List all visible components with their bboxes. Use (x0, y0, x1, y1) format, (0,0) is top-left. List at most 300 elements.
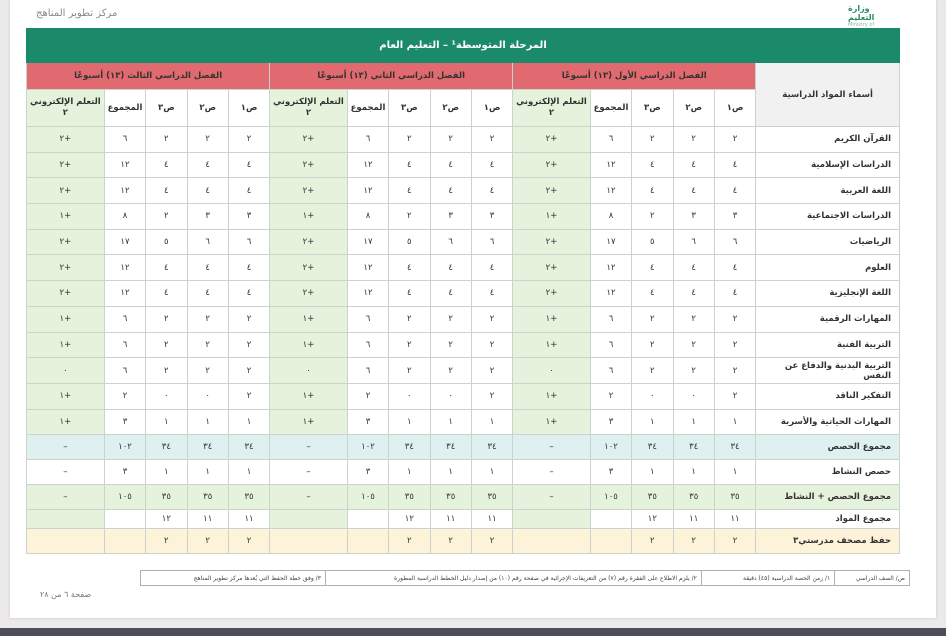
subject-value: ٣ (104, 409, 145, 435)
subject-value: ١٢ (590, 178, 631, 204)
totals-value: ٣٥ (187, 485, 228, 510)
totals-label: مجموع الحصص + النشاط (756, 485, 900, 510)
totals-value: ٣ (347, 460, 388, 485)
subject-value: ٢ (187, 332, 228, 358)
subject-value: ٠ (673, 383, 714, 409)
subject-value: +٢ (270, 178, 348, 204)
subject-value: +١ (513, 409, 591, 435)
subject-value: ٦ (104, 332, 145, 358)
subject-value: +١ (513, 383, 591, 409)
subject-value: ١ (228, 409, 269, 435)
subject-value: ١٢ (347, 152, 388, 178)
subject-value: +١ (270, 383, 348, 409)
subject-value: ٤ (228, 255, 269, 281)
subject-value: ٢ (632, 306, 673, 332)
subject-value: ٦ (347, 332, 388, 358)
totals-row (27, 435, 900, 460)
totals-value: ١ (471, 460, 512, 485)
subject-value: ٦ (347, 306, 388, 332)
subject-value: ٢ (389, 127, 430, 153)
subject-value: ٤ (673, 281, 714, 307)
subject-value: ٤ (389, 255, 430, 281)
totals-value (347, 510, 388, 529)
totals-value: ١ (632, 460, 673, 485)
subject-name: التربية الفنية (756, 332, 900, 358)
subject-value: ٤ (673, 178, 714, 204)
subject-value: ٦ (228, 229, 269, 255)
totals-value (27, 529, 105, 554)
totals-value: ١ (714, 460, 755, 485)
subject-value: ٢ (632, 127, 673, 153)
totals-value: ٣٤ (714, 435, 755, 460)
subject-value: ٠ (430, 383, 471, 409)
subject-row (27, 127, 900, 153)
subject-value: ٤ (430, 255, 471, 281)
subject-value: ١ (430, 409, 471, 435)
subject-value: ٦ (347, 127, 388, 153)
header-organization-name: مركز تطوير المناهج (36, 8, 118, 19)
subject-value: ٢ (632, 358, 673, 384)
subject-value: ٢ (471, 383, 512, 409)
subject-value: +٢ (270, 127, 348, 153)
footnotes-table (140, 570, 910, 586)
totals-value: ١٢ (146, 510, 187, 529)
subject-value: ٢ (430, 127, 471, 153)
subject-value: ٨ (590, 204, 631, 230)
subject-value: ٦ (430, 229, 471, 255)
totals-row (27, 460, 900, 485)
subject-row (27, 409, 900, 435)
subject-value: ٤ (714, 178, 755, 204)
totals-value: ١١ (187, 510, 228, 529)
column-header: ص٣ (389, 90, 430, 127)
subject-value: ١ (389, 409, 430, 435)
column-header: ص١ (471, 90, 512, 127)
column-header: المجموع (104, 90, 145, 127)
totals-value: ١٢ (632, 510, 673, 529)
subject-value: +١ (270, 409, 348, 435)
totals-value (27, 510, 105, 529)
totals-value (513, 510, 591, 529)
subject-value: ٢ (146, 127, 187, 153)
totals-label: حفظ مصحف مدرستي٣ (756, 529, 900, 554)
totals-label: مجموع المواد (756, 510, 900, 529)
totals-value: ٢ (632, 529, 673, 554)
subject-value: ١٢ (347, 281, 388, 307)
logo-main-text: وزارة التعليم (848, 4, 875, 22)
totals-value: – (270, 435, 348, 460)
subject-value: ٢ (187, 306, 228, 332)
totals-value: ٣٤ (389, 435, 430, 460)
subject-value: +٢ (513, 178, 591, 204)
totals-value: ٣٥ (228, 485, 269, 510)
subject-value: ٢ (187, 358, 228, 384)
totals-value: ١١ (714, 510, 755, 529)
totals-value: ٣٤ (632, 435, 673, 460)
subject-value: ٢ (714, 306, 755, 332)
subject-value: ١ (187, 409, 228, 435)
subject-value: ٤ (471, 255, 512, 281)
totals-value: ١ (228, 460, 269, 485)
subject-value: ١ (714, 409, 755, 435)
subject-row (27, 204, 900, 230)
subject-value: ٠ (389, 383, 430, 409)
subject-value: +١ (270, 306, 348, 332)
subject-value: ١ (632, 409, 673, 435)
subject-value: ١٢ (590, 152, 631, 178)
subject-row (27, 152, 900, 178)
subject-value: +١ (270, 204, 348, 230)
subject-value: ١٢ (104, 152, 145, 178)
subject-value: +٢ (270, 152, 348, 178)
totals-value: ٣٥ (673, 485, 714, 510)
subject-value: ٦ (104, 306, 145, 332)
subject-value: ٤ (228, 152, 269, 178)
subject-value: ١٢ (347, 255, 388, 281)
subject-name: اللغة الإنجليزية (756, 281, 900, 307)
subject-value: ٤ (146, 281, 187, 307)
subject-value: ٤ (389, 178, 430, 204)
totals-value: – (270, 485, 348, 510)
totals-value: ٣٥ (389, 485, 430, 510)
totals-value: ١٢ (389, 510, 430, 529)
subject-value: +٢ (270, 255, 348, 281)
column-header: ص٣ (632, 90, 673, 127)
totals-value: ١١ (673, 510, 714, 529)
totals-value: – (27, 485, 105, 510)
totals-value (270, 529, 348, 554)
subject-value: ٤ (471, 281, 512, 307)
subject-value: ٢ (714, 127, 755, 153)
subject-value: ٢ (347, 383, 388, 409)
totals-value: ١ (430, 460, 471, 485)
subject-value: ٢ (146, 358, 187, 384)
subject-value: ٢ (471, 332, 512, 358)
subject-value: ٢ (632, 332, 673, 358)
totals-value: ٢ (673, 529, 714, 554)
totals-value: ٣٥ (146, 485, 187, 510)
totals-value: – (513, 435, 591, 460)
subject-value: ٦ (104, 358, 145, 384)
totals-value: ٣٤ (228, 435, 269, 460)
subject-value: +٢ (27, 152, 105, 178)
totals-value: ١١ (430, 510, 471, 529)
table-title: المرحلة المتوسطة¹ – التعليم العام (27, 29, 900, 63)
subject-value: ٤ (632, 178, 673, 204)
totals-row (27, 510, 900, 529)
subject-row (27, 281, 900, 307)
totals-value: ٣٤ (471, 435, 512, 460)
subject-value: ٣ (714, 204, 755, 230)
subject-value: ٤ (187, 152, 228, 178)
column-header: ص٢ (187, 90, 228, 127)
totals-value: ٣ (104, 460, 145, 485)
subject-name: التفكير الناقد (756, 383, 900, 409)
subject-value: ٠ (146, 383, 187, 409)
subject-value: ١٢ (590, 281, 631, 307)
totals-value: – (270, 460, 348, 485)
subject-value: ٣ (590, 409, 631, 435)
subject-value: +١ (27, 409, 105, 435)
subject-value: ٤ (389, 281, 430, 307)
totals-value: – (513, 460, 591, 485)
totals-value (590, 529, 631, 554)
subject-row (27, 332, 900, 358)
subject-value: ٢ (228, 383, 269, 409)
page-number: صفحة ٦ من ٢٨ (40, 590, 92, 599)
subject-value: +١ (513, 332, 591, 358)
subject-value: +٢ (27, 229, 105, 255)
subject-value: ٢ (471, 358, 512, 384)
subject-value: ٠ (270, 358, 348, 384)
subject-value: +٢ (27, 178, 105, 204)
totals-value: ١ (146, 460, 187, 485)
subject-value: ٢ (590, 383, 631, 409)
totals-label: حصص النشاط (756, 460, 900, 485)
subject-value: ٣ (187, 204, 228, 230)
subject-name: الدراسات الإسلامية (756, 152, 900, 178)
curriculum-plan-table-wrap (26, 28, 900, 558)
subject-name: القرآن الكريم (756, 127, 900, 153)
totals-value: ٢ (471, 529, 512, 554)
subject-value: ٦ (471, 229, 512, 255)
subject-row (27, 383, 900, 409)
subject-value: ١٢ (104, 255, 145, 281)
subject-value: +٢ (513, 229, 591, 255)
subject-name: المهارات الحياتية والأسرية (756, 409, 900, 435)
subject-value: ٥ (389, 229, 430, 255)
totals-value: ١٠٢ (104, 435, 145, 460)
subject-value: ٤ (714, 281, 755, 307)
totals-value (347, 529, 388, 554)
subject-value: ٦ (347, 358, 388, 384)
subject-value: ١ (471, 409, 512, 435)
subject-value: ٦ (673, 229, 714, 255)
totals-value (513, 529, 591, 554)
totals-value: ٣٥ (714, 485, 755, 510)
subject-value: ٢ (389, 306, 430, 332)
totals-value: – (27, 435, 105, 460)
subject-value: ٢ (471, 306, 512, 332)
totals-row (27, 485, 900, 510)
ministry-logo (848, 4, 898, 28)
subject-value: ١ (146, 409, 187, 435)
totals-value: ٣ (590, 460, 631, 485)
subject-value: ٢ (187, 127, 228, 153)
subject-value: +١ (27, 306, 105, 332)
subject-value: +١ (270, 332, 348, 358)
subject-value: ٤ (228, 281, 269, 307)
subject-value: ٣ (471, 204, 512, 230)
subject-value: ٤ (187, 281, 228, 307)
subject-value: +١ (27, 383, 105, 409)
subject-value: ٣ (228, 204, 269, 230)
subject-value: ٢ (146, 332, 187, 358)
subject-value: ٢ (471, 127, 512, 153)
title-row (27, 29, 900, 63)
totals-value: ١٠٥ (590, 485, 631, 510)
totals-value: ٣٤ (187, 435, 228, 460)
totals-value: ٢ (146, 529, 187, 554)
subject-row (27, 358, 900, 384)
totals-value: ١١ (471, 510, 512, 529)
subject-name: المهارات الرقمية (756, 306, 900, 332)
column-header: ص٢ (430, 90, 471, 127)
subject-value: +٢ (513, 281, 591, 307)
totals-value: ٢ (714, 529, 755, 554)
subject-value: ٦ (104, 127, 145, 153)
subject-value: +٢ (27, 127, 105, 153)
subject-name: الرياضيات (756, 229, 900, 255)
subject-value: ١٧ (347, 229, 388, 255)
column-header: التعلم الإلكتروني ٢ (513, 90, 591, 127)
subject-row (27, 229, 900, 255)
subject-value: ٦ (590, 127, 631, 153)
subject-value: +٢ (513, 255, 591, 281)
subject-value: ١٢ (590, 255, 631, 281)
subject-value: ٦ (590, 332, 631, 358)
subject-value: ٥ (632, 229, 673, 255)
subject-value: ١٢ (104, 281, 145, 307)
subject-value: ٨ (347, 204, 388, 230)
subject-value: ٦ (714, 229, 755, 255)
totals-value: ٢ (389, 529, 430, 554)
totals-value: ٣٤ (430, 435, 471, 460)
subject-value: +٢ (270, 281, 348, 307)
totals-label: مجموع الحصص (756, 435, 900, 460)
subject-value: ٢ (673, 332, 714, 358)
totals-value: ١٠٢ (590, 435, 631, 460)
subject-value: ٢ (714, 332, 755, 358)
subject-value: ٦ (187, 229, 228, 255)
semester-header-3: الفصل الدراسي الثالث (١٣) أسبوعًا (27, 63, 270, 90)
column-header: التعلم الإلكتروني ٢ (270, 90, 348, 127)
column-header: ص١ (228, 90, 269, 127)
totals-value: ٢ (228, 529, 269, 554)
totals-value: ١٠٥ (104, 485, 145, 510)
subject-value: +١ (513, 204, 591, 230)
subject-value: ٢ (430, 332, 471, 358)
subject-name: الدراسات الاجتماعية (756, 204, 900, 230)
subject-row (27, 306, 900, 332)
subject-name: العلوم (756, 255, 900, 281)
subject-value: ١ (673, 409, 714, 435)
subject-value: ٠ (187, 383, 228, 409)
logo-sub-text: Ministry of (848, 22, 875, 28)
totals-value: ٣٤ (146, 435, 187, 460)
subject-value: ٢ (228, 332, 269, 358)
totals-value: ٣٥ (632, 485, 673, 510)
subject-value: ٢ (430, 306, 471, 332)
subject-value: ٢ (714, 383, 755, 409)
footnote-grade: ص/ الصف الدراسي (835, 571, 910, 586)
subject-value: ٢ (430, 358, 471, 384)
subject-value: ٤ (187, 255, 228, 281)
totals-value (104, 529, 145, 554)
subject-value: ٤ (471, 152, 512, 178)
subject-value: ١٧ (590, 229, 631, 255)
subject-value: ٢ (228, 306, 269, 332)
subject-value: ٤ (632, 152, 673, 178)
subject-name: اللغة العربية (756, 178, 900, 204)
subject-value: ٢ (673, 127, 714, 153)
subject-value: ٢ (104, 383, 145, 409)
totals-value: ٣٥ (471, 485, 512, 510)
subject-value: +٢ (513, 127, 591, 153)
subject-value: ٤ (146, 178, 187, 204)
subject-value: ٤ (471, 178, 512, 204)
subject-value: ٢ (146, 306, 187, 332)
subject-value: ٤ (632, 255, 673, 281)
subject-value: +١ (513, 306, 591, 332)
totals-value: – (513, 485, 591, 510)
column-header: ص٣ (146, 90, 187, 127)
subject-value: ٥ (146, 229, 187, 255)
curriculum-plan-table (26, 28, 900, 554)
footnote-elearning: ٢/ يلزم الاطلاع على الفقرة رقم (٧) من التعريفات الإجرائية في صفحة رقم (١٠) من إصدار دليل الخطط الدراسية المطورة (325, 571, 701, 586)
subject-value: ٢ (228, 358, 269, 384)
subject-value: ١٧ (104, 229, 145, 255)
subject-value: ٤ (228, 178, 269, 204)
totals-value: ٣٥ (430, 485, 471, 510)
subject-value: ٢ (389, 332, 430, 358)
column-header: التعلم الإلكتروني ٢ (27, 90, 105, 127)
semester-header-2: الفصل الدراسي الثاني (١٣) أسبوعًا (270, 63, 513, 90)
totals-value: – (27, 460, 105, 485)
subject-value: ٢ (146, 204, 187, 230)
subject-value: ٠ (632, 383, 673, 409)
subject-value: +٢ (513, 152, 591, 178)
subject-value: +١ (27, 332, 105, 358)
subject-value: +١ (27, 204, 105, 230)
column-header: ص٢ (673, 90, 714, 127)
subject-value: ٤ (389, 152, 430, 178)
totals-value: ١١ (228, 510, 269, 529)
subjects-column-header: أسماء المواد الدراسية (756, 63, 900, 127)
totals-value: ٢ (430, 529, 471, 554)
subject-value: ٢ (673, 306, 714, 332)
subject-value: ٤ (714, 255, 755, 281)
bottom-bar (0, 628, 946, 636)
subject-name: التربية البدنية والدفاع عن النفس (756, 358, 900, 384)
subject-row (27, 255, 900, 281)
subject-value: ٢ (389, 204, 430, 230)
subject-value: ٣ (430, 204, 471, 230)
footnote-memorization: ٣/ وفق خطة الحفظ التي يُعدها مركز تطوير المناهج (141, 571, 326, 586)
subject-value: ٤ (430, 152, 471, 178)
subject-value: ٤ (714, 152, 755, 178)
subject-value: ٢ (632, 204, 673, 230)
subject-value: ٦ (590, 306, 631, 332)
subject-value: ٢ (673, 358, 714, 384)
subject-value: ١٢ (104, 178, 145, 204)
column-header: المجموع (347, 90, 388, 127)
totals-value: ٢ (187, 529, 228, 554)
subject-value: ٣ (673, 204, 714, 230)
subject-value: ٠ (513, 358, 591, 384)
semester-header-1: الفصل الدراسي الأول (١٣) أسبوعًا (513, 63, 756, 90)
subject-value: ٤ (632, 281, 673, 307)
column-header: المجموع (590, 90, 631, 127)
subject-value: ٤ (187, 178, 228, 204)
semester-header-row (27, 63, 900, 90)
subject-value: +٢ (27, 255, 105, 281)
subject-value: ٦ (590, 358, 631, 384)
totals-row (27, 529, 900, 554)
column-header: ص١ (714, 90, 755, 127)
subject-value: ٤ (430, 281, 471, 307)
totals-value: ١ (187, 460, 228, 485)
